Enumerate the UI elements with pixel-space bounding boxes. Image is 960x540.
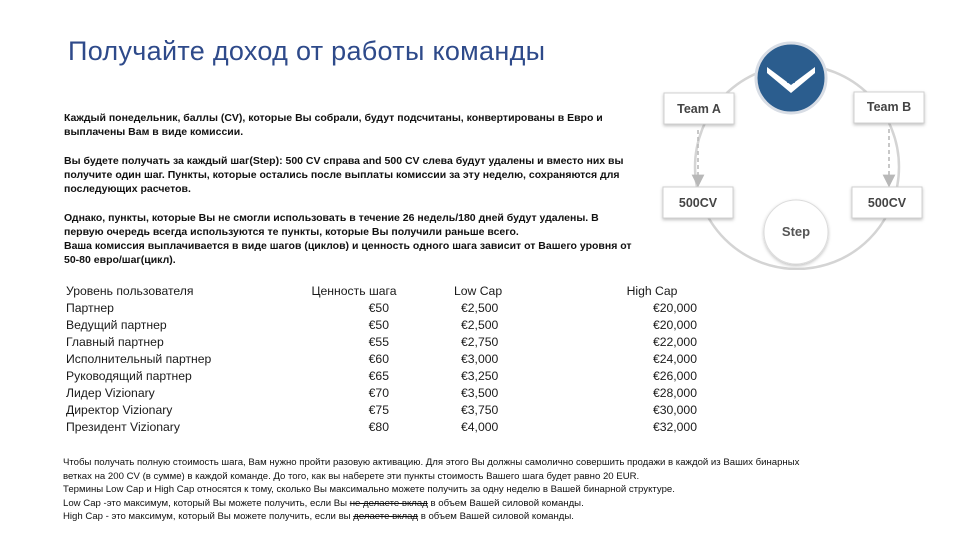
- levels-table: [66, 283, 697, 435]
- cell-level: Партнер: [66, 301, 114, 316]
- header-high-cap: High Cap: [626, 284, 678, 299]
- cell-low-cap: €3,000: [461, 352, 499, 366]
- paragraph-commission-text: Ваша комиссия выплачивается в виде шагов (циклов) и ценность одного шага зависит от Вашего уровня от 50-80 евро/шаг(цикл).: [64, 240, 632, 266]
- table-row: [66, 418, 697, 435]
- cell-low-cap: €2,500: [461, 301, 499, 316]
- cell-step-value: €50: [368, 301, 389, 316]
- cv-left-box: [663, 187, 733, 218]
- table-row: [66, 351, 697, 368]
- cell-low-cap: €3,250: [461, 368, 499, 383]
- cell-low-cap: €2,500: [461, 318, 499, 333]
- cell-level: Исполнительный партнер: [66, 352, 212, 366]
- cell-step-value: €65: [368, 368, 389, 383]
- cell-high-cap: €20,000: [652, 301, 697, 316]
- cell-level: Ведущий партнер: [66, 318, 167, 333]
- cell-high-cap: €24,000: [652, 352, 697, 366]
- cell-high-cap: €20,000: [652, 318, 697, 333]
- table-row: [66, 334, 697, 351]
- cell-low-cap: €3,750: [461, 402, 499, 417]
- team-b-box: [854, 92, 924, 123]
- note-high-cap: High Cap - это максимум, который Вы можете получить, если вы делаете вклад в объем Вашей силовой команды.: [63, 511, 574, 522]
- team-b-label: Team B: [866, 100, 912, 114]
- cell-step-value: €70: [368, 385, 389, 400]
- note-caps: Термины Low Cap и High Cap относятся к тому, сколько Вы максимально можете получить за одну неделю в Вашей бинарной структуре.: [63, 484, 675, 495]
- cell-step-value: €60: [368, 352, 389, 366]
- cv-left-label: 500CV: [678, 196, 718, 210]
- cell-low-cap: €2,750: [461, 335, 499, 350]
- team-a-label: Team A: [677, 102, 721, 116]
- cell-level: Руководящий партнер: [66, 368, 192, 383]
- table-row: [66, 300, 697, 317]
- cell-step-value: €50: [368, 318, 389, 333]
- logo: [756, 43, 826, 113]
- cell-high-cap: €22,000: [652, 335, 697, 350]
- cell-high-cap: €30,000: [652, 402, 697, 417]
- cell-level: Президент Vizionary: [66, 419, 180, 434]
- cell-high-cap: €26,000: [652, 368, 697, 383]
- note-low-cap: Low Cap -это максимум, который Вы можете получить, если Вы не делаете вклад в объем Вашей силовой команды.: [63, 497, 584, 509]
- strike-text: не делаете вклад: [349, 497, 428, 509]
- table-header-row: [66, 283, 697, 300]
- cell-low-cap: €3,500: [461, 385, 499, 400]
- table-row: [66, 384, 697, 401]
- binary-diagram: [650, 30, 950, 270]
- header-step-value: Ценность шага: [311, 284, 397, 299]
- strike-text: делаете вклад: [353, 511, 419, 522]
- cell-level: Лидер Vizionary: [66, 385, 155, 400]
- cv-right-label: 500CV: [867, 196, 907, 210]
- cell-high-cap: €32,000: [652, 419, 697, 434]
- cell-level: Главный партнер: [66, 335, 164, 350]
- table-row: [66, 367, 697, 384]
- team-a-box: [664, 93, 734, 124]
- note-activation-1: Чтобы получать полную стоимость шага, Вам нужно пройти разовую активацию. Для этого Вы должны самолично совершить продажи в каждой из Ваших бинарных: [63, 457, 800, 468]
- header-low-cap: Low Cap: [454, 284, 503, 299]
- step-circle: [764, 200, 828, 264]
- note-activation-2: ветках на 200 CV (в сумме) в каждой команде. До того, как вы наберете эти пункты стоимость Вашего шага будет равно 20 EUR.: [63, 470, 640, 482]
- notes: [63, 456, 933, 524]
- cell-level: Директор Vizionary: [66, 402, 173, 417]
- cell-high-cap: €28,000: [652, 385, 697, 400]
- page-title: Получайте доход от работы команды: [68, 36, 546, 66]
- paragraph-step: Вы будете получать за каждый шаг(Step): 500 CV справа and 500 CV слева будут удалены и вместо них вы получите один шаг. Пункты, которые остались после выплаты комиссии за эту неделю, сохраняются для последующих расчетов.: [64, 155, 624, 195]
- paragraph-expiry: [64, 211, 639, 267]
- cell-low-cap: €4,000: [461, 419, 499, 434]
- paragraph-weekly: Каждый понедельник, баллы (CV), которые Вы собрали, будут подсчитаны, конвертированы в Евро и выплачены Вам в виде комиссии.: [64, 112, 603, 138]
- cv-right-box: [852, 187, 922, 218]
- header-level: Уровень пользователя: [66, 284, 194, 299]
- table-row: [66, 401, 697, 418]
- cell-step-value: €75: [368, 402, 389, 417]
- paragraph-expiry-text: Однако, пункты, которые Вы не смогли использовать в течение 26 недель/180 дней будут удалены. В первую очередь всегда используются те пункты, которые Вы получили раньше всего.: [64, 212, 599, 238]
- step-label: Step: [781, 224, 811, 239]
- cell-step-value: €80: [368, 419, 389, 434]
- table-row: [66, 317, 697, 334]
- cell-step-value: €55: [368, 335, 389, 350]
